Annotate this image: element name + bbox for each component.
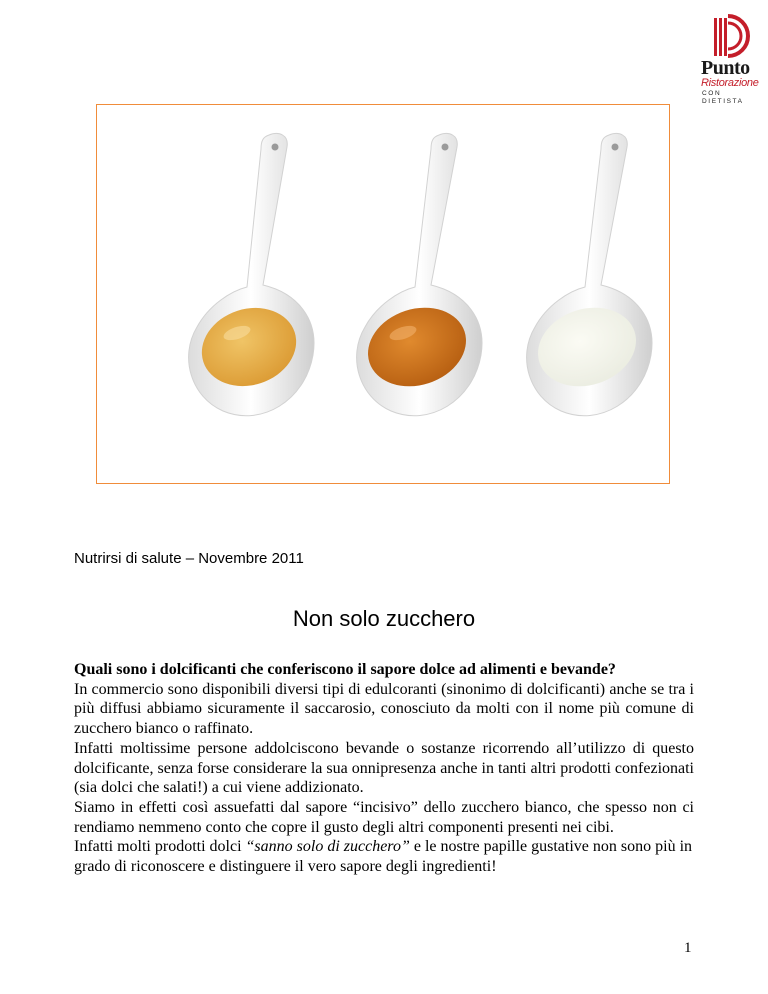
logo-mark-icon bbox=[706, 14, 750, 60]
page-number: 1 bbox=[684, 940, 692, 956]
paragraph-1: In commercio sono disponibili diversi tipi di edulcoranti (sinonimo di dolcificanti) anche se tra i più diffusi abbiamo sicuramente il saccarosio, conosciuto da molti con il nome più comune di zucchero bianco o raffinato. bbox=[74, 680, 694, 738]
logo-sub-text: Ristorazione bbox=[701, 77, 759, 89]
paragraph-4-before: Infatti molti prodotti dolci bbox=[74, 838, 246, 856]
paragraph-2: Infatti moltissime persone addolciscono bevande o sostanze ricorrendo all’utilizzo di questo dolcificante, senza forse considerare la sua onnipresenza anche in tanti altri prodotti confezionati (sia dolci che salati!) a cui viene addizionato. bbox=[74, 739, 694, 797]
paragraph-4-after: e le nostre papille gustative non sono più in grado di riconoscere e distinguere il vero sapore degli ingredienti! bbox=[74, 838, 693, 876]
article-question: Quali sono i dolcificanti che conferiscono il sapore dolce ad alimenti e bevande? bbox=[74, 661, 616, 678]
spoon-honey bbox=[189, 134, 314, 416]
three-spoons-image bbox=[97, 105, 669, 483]
article-body bbox=[74, 660, 694, 877]
paragraph-4 bbox=[74, 837, 694, 876]
page-title: Non solo zucchero bbox=[292, 606, 476, 631]
spoon-syrup bbox=[357, 134, 482, 416]
paragraph-3: Siamo in effetti così assuefatti dal sapore “incisivo” dello zucchero bianco, che spesso non ci rendiamo nemmeno conto che copre il gusto degli altri componenti presenti nei cibi. bbox=[74, 798, 694, 836]
logo-tagline: CON DIETISTA bbox=[702, 90, 744, 105]
photo-frame bbox=[96, 104, 670, 484]
spoon-white-syrup bbox=[527, 134, 652, 416]
company-logo bbox=[698, 14, 760, 105]
newsletter-header: Nutrirsi di salute – Novembre 2011 bbox=[74, 550, 304, 567]
logo-brand-text: Punto bbox=[701, 57, 750, 79]
paragraph-4-italic: “sanno solo di zucchero” bbox=[245, 838, 410, 856]
